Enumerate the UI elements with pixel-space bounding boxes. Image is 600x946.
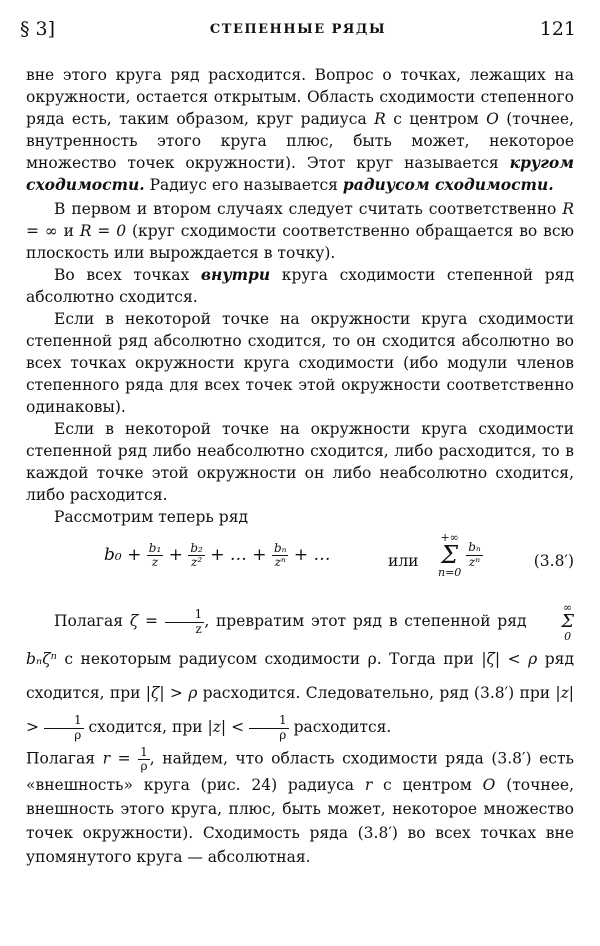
section-marker: § 3]	[20, 18, 56, 40]
math-O: O	[482, 776, 496, 795]
running-title: СТЕПЕННЫЕ РЯДЫ	[209, 22, 387, 37]
math-O: O	[486, 110, 499, 128]
paragraph-special-cases	[26, 198, 574, 264]
word-or: или	[388, 552, 419, 570]
page-number: 121	[539, 18, 576, 40]
text: вне этого круга ряд расходится. Вопрос о точках, лежащих на окружности, остается открытым. Область сходимости степенного ряда есть, таким образом, круг радиуса	[26, 66, 574, 128]
numerator: 1	[140, 745, 148, 759]
term-radius-of-convergence: радиусом сходимости.	[342, 175, 554, 194]
math-z-less: |z| <	[207, 718, 245, 736]
text: ряд (3.8′) при	[439, 684, 556, 702]
sum-lower-limit: n=0	[438, 566, 462, 579]
fraction-1-rho	[138, 746, 150, 773]
formula-sum	[438, 532, 483, 578]
page-body	[26, 64, 574, 869]
paragraph-exterior	[26, 746, 574, 869]
math-R-infinity: R = ∞	[26, 200, 574, 240]
formula-3-8	[26, 531, 574, 594]
text: с центром	[385, 110, 487, 128]
math-cond-greater: |ζ| > ρ	[145, 684, 198, 702]
text: сходится, при	[83, 718, 208, 736]
fraction-1-rho	[249, 714, 289, 741]
sum-lower-limit: 0	[564, 630, 572, 643]
plus-sign: +	[127, 545, 142, 566]
text: Полагая	[26, 749, 103, 768]
denominator: zⁿ	[468, 554, 481, 569]
sum-upper-limit: +∞	[440, 531, 459, 544]
text: Радиус его называется	[144, 176, 343, 194]
denominator: z	[151, 555, 159, 570]
text: круга сходимости степенной ряд абсолютно сходится.	[26, 266, 574, 306]
text: и	[57, 222, 80, 240]
sigma-symbol: Σ	[561, 611, 574, 632]
math-R: R	[374, 110, 386, 128]
fraction-bn-zn	[272, 542, 289, 569]
summation-small	[533, 602, 574, 642]
denominator: zⁿ	[274, 555, 286, 570]
text: (точнее, внешность этого круга, плюс, быть может, некоторое множество точек окружности). Сходимость ряда (3.8′) во всех точках вне упомянутого круга — абсолютная.	[26, 776, 574, 867]
term-inside: внутри	[200, 265, 271, 284]
numerator: 1	[165, 608, 205, 622]
ellipsis: + … +	[210, 545, 267, 566]
numerator: b₁	[148, 541, 162, 555]
text: , превратим этот ряд в степенной ряд	[204, 612, 527, 630]
text: В первом и втором случаях следует считать соответственно	[54, 200, 563, 218]
fraction-1-rho	[44, 714, 84, 741]
text: расходится.	[288, 718, 392, 736]
paragraph-inside	[26, 264, 574, 308]
sigma-symbol: Σ	[441, 541, 459, 569]
denominator: ρ	[74, 727, 82, 742]
formula-series	[104, 542, 331, 569]
math-r-eq: r =	[102, 749, 131, 768]
text: ряд сходится, при	[26, 650, 574, 702]
paragraph-nonabsolute-on-circle: Если в некоторой точке на окружности круга сходимости степенной ряд либо неабсолютно сходится, либо расходится, то в каждой точке этой окружности он либо неабсолютно сходится, либо расходится.	[26, 420, 574, 504]
numerator: 1	[44, 714, 84, 728]
fraction-b1-z	[147, 542, 164, 569]
denominator: ρ	[140, 759, 148, 774]
term-b0: b₀	[104, 545, 122, 566]
paragraph-absolute-on-circle: Если в некоторой точке на окружности круга сходимости степенной ряд абсолютно сходится, то он сходится абсолютно во всех точках окружности круга сходимости (ибо модули членов степенного ряда для всех точек этой окружности соответственно одинаковы).	[26, 310, 574, 416]
equation-label: (3.8′)	[533, 552, 574, 570]
text: Полагая	[54, 612, 130, 630]
numerator: bₙ	[273, 541, 287, 555]
numerator: 1	[249, 714, 289, 728]
paragraph-consider-series: Рассмотрим теперь ряд	[54, 508, 249, 526]
text: с некоторым радиусом сходимости ρ. Тогда при	[56, 650, 474, 668]
plus-sign: +	[168, 545, 183, 566]
text: с центром	[372, 776, 483, 795]
running-header	[20, 14, 576, 44]
paragraph-substitution	[26, 602, 574, 744]
denominator: z²	[191, 555, 203, 570]
denominator: z	[195, 621, 202, 636]
text: расходится. Следовательно,	[197, 684, 435, 702]
denominator: ρ	[279, 727, 287, 742]
math-r: r	[364, 776, 373, 795]
math-zeta: ζ =	[129, 612, 158, 630]
math-bn-zeta-n: bₙζⁿ	[26, 650, 57, 668]
paragraph-convergence-region	[26, 64, 574, 196]
fraction-bn-zn-sum	[466, 541, 483, 568]
sum-upper-limit: ∞	[563, 601, 573, 614]
numerator: bₙ	[468, 540, 481, 555]
summation	[438, 532, 461, 578]
text: Во всех точках	[54, 266, 201, 284]
numerator: b₂	[190, 541, 203, 555]
text: (точнее, внутренность этого круга плюс, быть может, некоторое множество точек окружности). Этот круг называется	[26, 110, 575, 172]
fraction-b2-z2	[188, 542, 205, 569]
text: , найдем, что область сходимости ряда (3.8′) есть «внешность» круга (рис. 24) радиуса	[26, 749, 574, 795]
math-cond-less: |ζ| < ρ	[481, 650, 538, 668]
ellipsis-tail: + …	[293, 545, 331, 566]
term-circle-of-convergence: кругом сходимости.	[26, 153, 574, 194]
math-R-zero: R = 0	[79, 222, 127, 240]
fraction-1-z	[165, 608, 205, 635]
math-z-greater: |z| >	[26, 684, 575, 736]
text: (круг сходимости соответственно обращается во всю плоскость или вырождается в точку).	[26, 222, 575, 262]
